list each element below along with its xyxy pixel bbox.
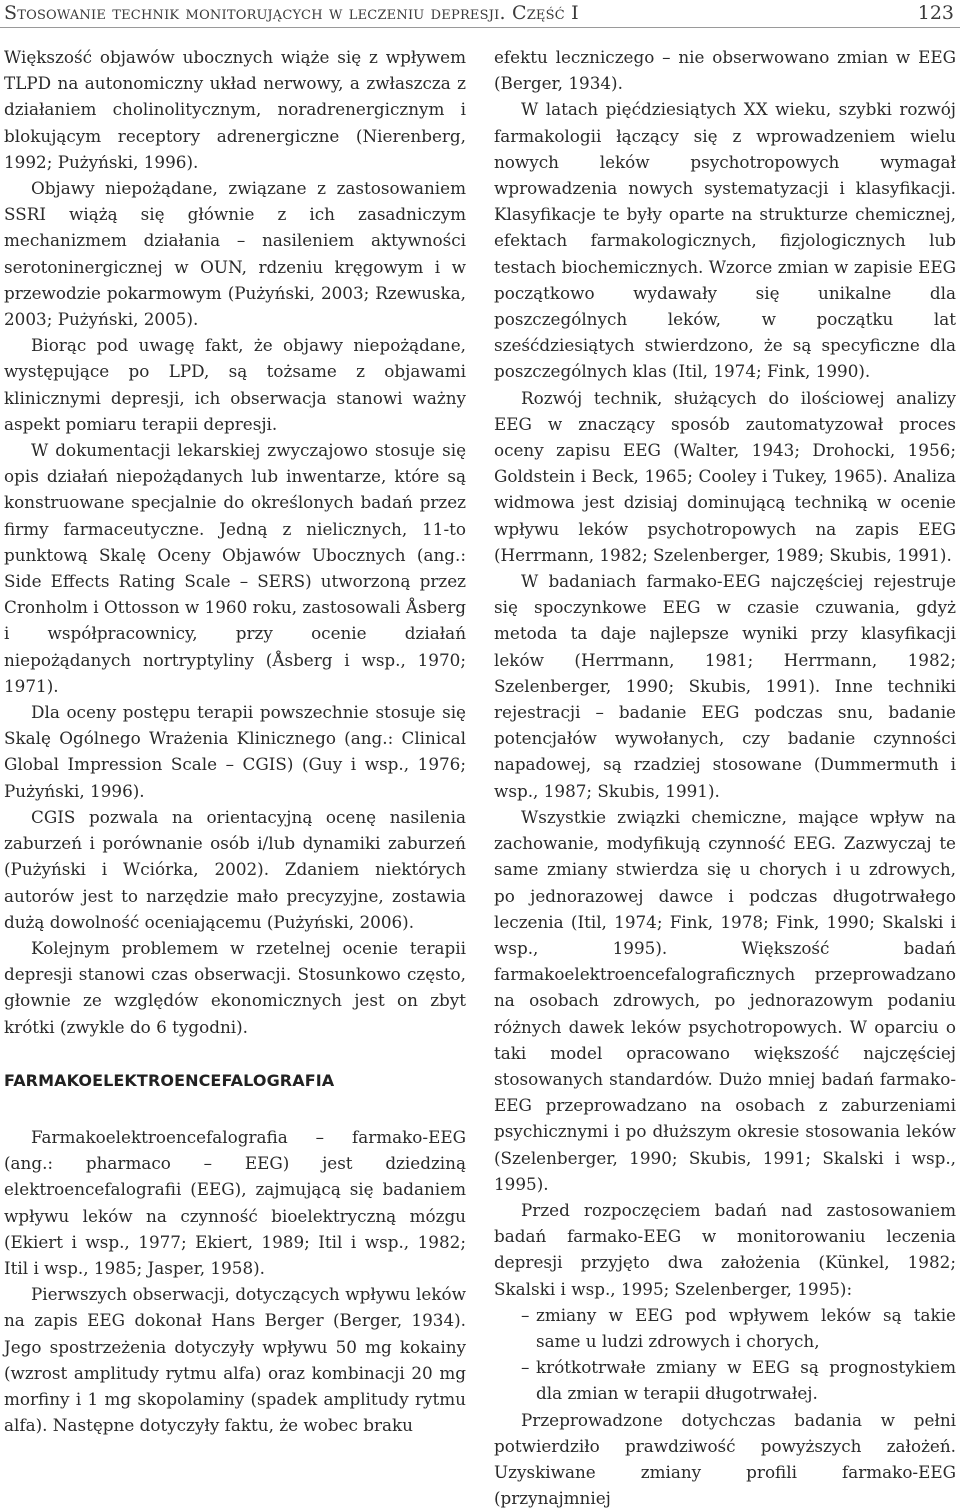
page-number: 123 bbox=[917, 2, 954, 24]
paragraph: Biorąc pod uwagę fakt, że objawy niepożądane, występujące po LPD, są tożsame z objawami klinicznymi depresji, ich obserwacja stanowi ważny aspekt pomiaru terapii depresji. bbox=[4, 335, 466, 434]
list-item-text: zmiany w EEG pod wpływem leków są takie same u ludzi zdrowych i chorych, bbox=[536, 1304, 956, 1351]
paragraph: Przeprowadzone dotychczas badania w pełni potwierdziło prawdziwość powyższych założeń. Uzyskiwane zmiany profili farmako-EEG (przynajmniej bbox=[494, 1409, 956, 1509]
paragraph: Pierwszych obserwacji, dotyczących wpływu leków na zapis EEG dokonał Hans Berger (Berger, 1934). Jego spostrzeżenia dotyczyły wpływu 50 mg kokainy (wzrost amplitudy rytmu alfa) oraz kombinacji 20 mg morfiny i 1 mg skopolaminy (spadek amplitudy rytmu alfa). Następne dotyczyły faktu, że wobec braku bbox=[4, 1284, 466, 1436]
section-heading: FARMAKOELEKTROENCEFALOGRAFIA bbox=[4, 1070, 335, 1090]
running-title: Stosowanie technik monitorujących w leczeniu depresji. Część I bbox=[4, 2, 579, 24]
paragraph: Kolejnym problemem w rzetelnej ocenie terapii depresji stanowi czas obserwacji. Stosunkowo często, głownie ze względów ekonomicznych jest on zbyt krótki (zwykle do 6 tygodni). bbox=[4, 937, 466, 1037]
list-dash: – bbox=[521, 1357, 530, 1378]
paragraph: Rozwój technik, służących do ilościowej analizy EEG w znaczący sposób zautomatyzował proces oceny zapisu EEG (Walter, 1943; Drohocki, 1956; Goldstein i Beck, 1965; Cooley i Tukey, 1965). Analiza widmowa jest dzisiaj dominującą techniką w ocenie wpływu leków psychotropowych na zapis EEG (Herrmann, 1982; Szelenberger, 1989; Skubis, 1991). bbox=[494, 387, 956, 565]
paragraph: Wszystkie związki chemiczne, mające wpływ na zachowanie, modyfikują czynność EEG. Zazwyczaj te same zmiany stwierdza się u chorych i u zdrowych, po jednorazowej dawce i podczas długotrwałego leczenia (Itil, 1974; Fink, 1978; Fink, 1990; Skalski i wsp., 1995). Większość badań farmakoelektroencefalograficznych przeprowadzano na osobach zdrowych, po jednorazowym podaniu różnych dawek leków psychotropowych. W oparciu o taki model opracowano większość najczęściej stosowanych standardów. Dużo mniej badań farmako-EEG przeprowadzano na osobach z zaburzeniami psychicznymi i po dłuższym okresie stosowania leków (Szelenberger, 1990; Skubis, 1991; Skalski i wsp., 1995). bbox=[494, 806, 956, 1194]
paragraph: Farmakoelektroencefalografia – farmako-EEG (ang.: pharmaco – EEG) jest dziedziną elektroencefalografii (EEG), zajmującą się badaniem wpływu leków na czynność bioelektryczną mózgu (Ekiert i wsp., 1977; Ekiert, 1989; Itil i wsp., 1982; Itil i wsp., 1985; Jasper, 1958). bbox=[4, 1126, 466, 1278]
header-rule bbox=[0, 27, 960, 28]
right-column bbox=[494, 44, 956, 1511]
paragraph: Objawy niepożądane, związane z zastosowaniem SSRI wiążą się głównie z ich zasadniczym mechanizmem działania – nasileniem aktywności serotoninergicznej w OUN, rdzeniu kręgowym i w przewodzie pokarmowym (Pużyński, 2003; Rzewuska, 2003; Pużyński, 2005). bbox=[4, 178, 466, 330]
paragraph: W dokumentacji lekarskiej zwyczajowo stosuje się opis działań niepożądanych lub inwentarze, które są konstruowane specjalnie do określonych badań przez firmy farmaceutyczne. Jedną z nielicznych, 11-to punktową Skalę Oceny Objawów Ubocznych (ang.: Side Effects Rating Scale – SERS) utworzoną przez Cronholm i Ottosson w 1960 roku, zastosowali Åsberg i współpracownicy, przy ocenie działań niepożądanych nortryptyliny (Åsberg i wsp., 1970; 1971). bbox=[4, 440, 466, 696]
paragraph: Dla oceny postępu terapii powszechnie stosuje się Skalę Ogólnego Wrażenia Klinicznego (ang.: Clinical Global Impression Scale – CGIS) (Guy i wsp., 1976; Pużyński, 1996). bbox=[4, 702, 466, 801]
paragraph: Przed rozpoczęciem badań nad zastosowaniem badań farmako-EEG w monitorowaniu leczenia depresji przyjęto dwa założenia (Künkel, 1982; Skalski i wsp., 1995; Szelenberger, 1995): bbox=[494, 1199, 956, 1299]
paragraph: Większość objawów ubocznych wiąże się z wpływem TLPD na autonomiczny układ nerwowy, a zwłaszcza z działaniem cholinolitycznym, noradrenergicznym i blokującym receptory adrenergiczne (Nierenberg, 1992; Pużyński, 1996). bbox=[4, 47, 466, 172]
list-item bbox=[494, 1354, 956, 1406]
paragraph: W badaniach farmako-EEG najczęściej rejestruje się spoczynkowe EEG w czasie czuwania, gdyż metoda ta daje najlepsze wyniki przy klasyfikacji leków (Herrmann, 1981; Herrmann, 1982; Szelenberger, 1990; Skubis, 1991). Inne techniki rejestracji – badanie EEG podczas snu, badanie potencjałów wywołanych, czy badanie czynności napadowej, są rzadziej stosowane (Dummermuth i wsp., 1987; Skubis, 1991). bbox=[494, 571, 956, 801]
paragraph: W latach pięćdziesiątych XX wieku, szybki rozwój farmakologii łączący się z wprowadzeniem wielu nowych leków psychotropowych wymagał wprowadzenia nowych systematyzacji i klasyfikacji. Klasyfikacje te były oparte na strukturze chemicznej, efektach farmakologicznych, fizjologicznych lub testach biochemicznych. Wzorce zmian w zapisie EEG początkowo wydawały się unikalne dla poszczególnych leków, w początku lat sześćdziesiątych stwierdzono, że są specyficzne dla poszczególnych klas (Itil, 1974; Fink, 1990). bbox=[494, 99, 956, 382]
list-dash: – bbox=[521, 1304, 530, 1325]
list-item-text: krótkotrwałe zmiany w EEG są prognostykiem dla zmian w terapii długotrwałej. bbox=[536, 1357, 956, 1404]
paragraph: CGIS pozwala na orientacyjną ocenę nasilenia zaburzeń i porównanie osób i/lub dynamiki zaburzeń (Pużyński i Wciórka, 2002). Zdaniem niektórych autorów jest to narzędzie mało precyzyjne, zostawia dużą dowolność oceniającemu (Pużyński, 2006). bbox=[4, 806, 466, 932]
paragraph: efektu leczniczego – nie obserwowano zmian w EEG (Berger, 1934). bbox=[494, 47, 956, 94]
assumption-list bbox=[494, 1302, 956, 1407]
left-column bbox=[4, 44, 466, 1438]
list-item bbox=[494, 1302, 956, 1354]
page-header bbox=[0, 0, 960, 28]
